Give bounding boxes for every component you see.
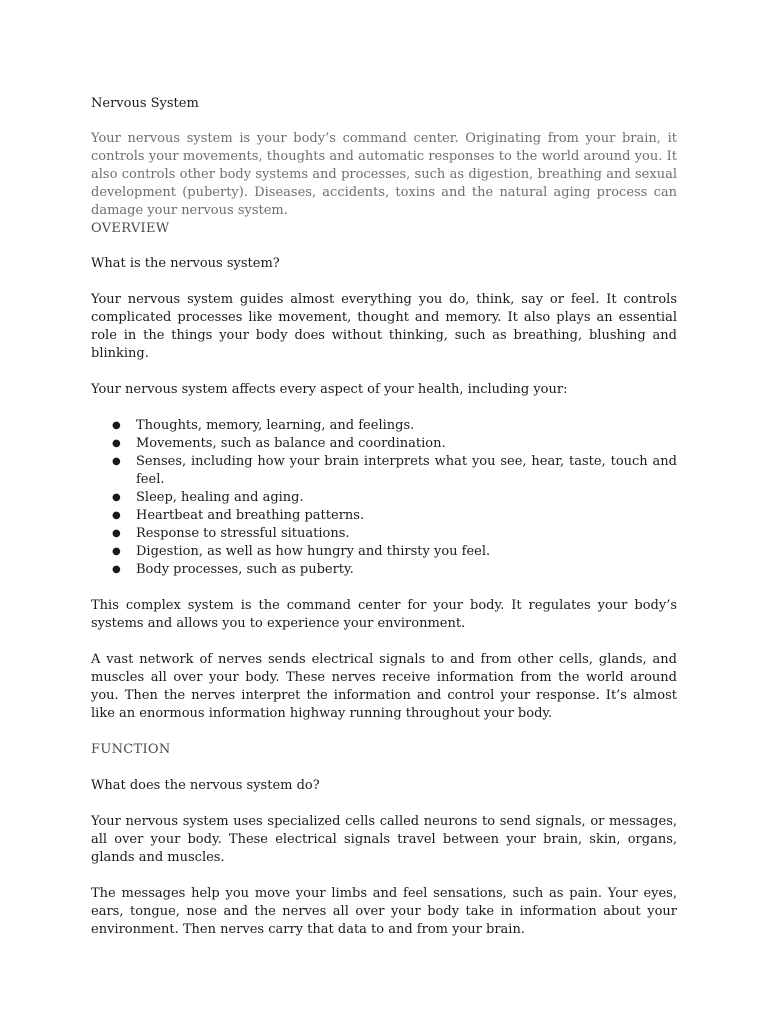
list-item-text: Movements, such as balance and coordination. xyxy=(136,436,446,451)
list-item-text: Heartbeat and breathing patterns. xyxy=(136,508,365,523)
list-item-text: Sleep, healing and aging. xyxy=(136,490,304,505)
overview-paragraph-3: This complex system is the command center for your body. It regulates your body’s systems and allows you to experience your environment. xyxy=(91,598,677,631)
bullet-icon: ● xyxy=(112,438,121,449)
health-aspects-list xyxy=(91,417,677,579)
function-paragraph-2: The messages help you move your limbs and feel sensations, such as pain. Your eyes, ears, tongue, nose and the nerves all over your body take in information about your environment. Then nerves carry that data to and from your brain. xyxy=(91,886,677,937)
list-item xyxy=(112,507,677,525)
bullet-icon: ● xyxy=(112,564,121,575)
overview-paragraph-4: A vast network of nerves sends electrical signals to and from other cells, glands, and muscles all over your body. These nerves receive information from the world around you. Then the nerves interpret the information and control your response. It’s almost like an enormous information highway running throughout your body. xyxy=(91,652,677,721)
list-item xyxy=(112,435,677,453)
function-heading: FUNCTION xyxy=(91,742,171,757)
bullet-icon: ● xyxy=(112,528,121,539)
overview-paragraph-1: Your nervous system guides almost everything you do, think, say or feel. It controls complicated processes like movement, thought and memory. It also plays an essential role in the things your body does without thinking, such as breathing, blushing and blinking. xyxy=(91,292,677,361)
list-item xyxy=(112,525,677,543)
overview-paragraph-2: Your nervous system affects every aspect of your health, including your: xyxy=(91,382,568,397)
document-title: Nervous System xyxy=(91,96,199,111)
bullet-icon: ● xyxy=(112,510,121,521)
list-item xyxy=(112,453,677,489)
list-item-text: Digestion, as well as how hungry and thirsty you feel. xyxy=(136,544,491,559)
bullet-icon: ● xyxy=(112,492,121,503)
list-item xyxy=(112,561,677,579)
bullet-icon: ● xyxy=(112,456,121,467)
list-item xyxy=(112,543,677,561)
bullet-icon: ● xyxy=(112,420,121,431)
list-item-text: Thoughts, memory, learning, and feelings. xyxy=(136,418,415,433)
list-item-text: Response to stressful situations. xyxy=(136,526,350,541)
list-item-text: Body processes, such as puberty. xyxy=(136,562,354,577)
bullet-icon: ● xyxy=(112,546,121,557)
overview-question: What is the nervous system? xyxy=(91,256,280,271)
list-item-text: Senses, including how your brain interprets what you see, hear, taste, touch and feel. xyxy=(136,454,677,487)
list-item xyxy=(112,417,677,435)
overview-heading: OVERVIEW xyxy=(91,221,170,236)
function-paragraph-1: Your nervous system uses specialized cells called neurons to send signals, or messages, all over your body. These electrical signals travel between your brain, skin, organs, glands and muscles. xyxy=(91,814,677,865)
function-question: What does the nervous system do? xyxy=(91,778,320,793)
intro-paragraph: Your nervous system is your body’s command center. Originating from your brain, it controls your movements, thoughts and automatic responses to the world around you. It also controls other body systems and processes, such as digestion, breathing and sexual development (puberty). Diseases, accidents, toxins and the natural aging process can damage your nervous system. xyxy=(91,131,677,218)
list-item xyxy=(112,489,677,507)
